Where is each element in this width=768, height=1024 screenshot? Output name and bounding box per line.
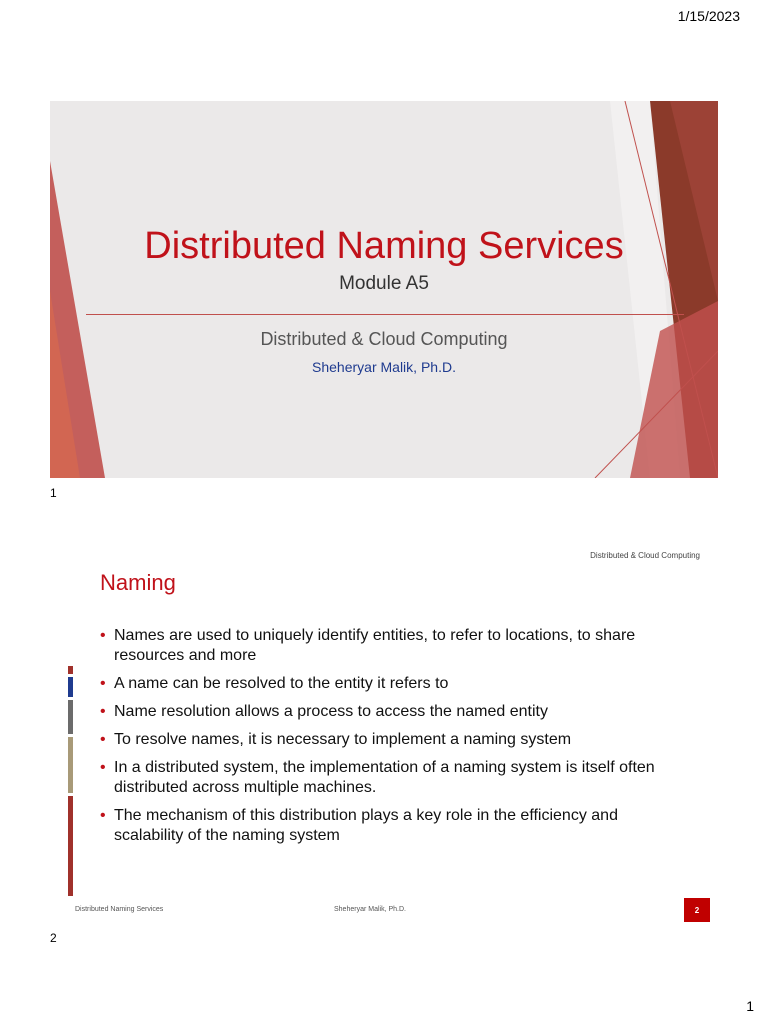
bullet-icon: • xyxy=(100,759,106,776)
accent-bar xyxy=(68,677,73,697)
bullet-icon: • xyxy=(100,627,106,644)
footer-topic: Distributed Naming Services xyxy=(75,906,164,913)
slide-header: Distributed & Cloud Computing xyxy=(590,551,700,560)
bullet-icon: • xyxy=(100,807,106,824)
list-item: • The mechanism of this distribution plays a key role in the efficiency and scalability of the naming system xyxy=(100,807,618,844)
module-label: Module A5 xyxy=(339,273,429,294)
accent-bar xyxy=(68,796,73,896)
content-slide xyxy=(50,540,718,926)
slide-label-1: 1 xyxy=(50,486,57,500)
accent-bar xyxy=(68,700,73,734)
slide-label-2: 2 xyxy=(50,931,57,945)
list-item: • In a distributed system, the implementation of a naming system is itself often distributed across multiple machines. xyxy=(100,759,655,796)
bullet-icon: • xyxy=(100,703,106,720)
list-item: • Name resolution allows a process to access the named entity xyxy=(100,703,548,720)
slide-title: Naming xyxy=(100,570,176,595)
page-number: 1 xyxy=(746,998,754,1014)
list-item: • Names are used to uniquely identify entities, to refer to locations, to share resources and more xyxy=(100,627,636,664)
footer-author: Sheheryar Malik, Ph.D. xyxy=(334,906,406,913)
author-name: Sheheryar Malik, Ph.D. xyxy=(312,359,456,375)
course-name: Distributed & Cloud Computing xyxy=(260,329,508,349)
accent-bar xyxy=(68,666,73,674)
slide-title: Distributed Naming Services xyxy=(144,225,624,267)
bullet-icon: • xyxy=(100,731,106,748)
accent-bar xyxy=(68,737,73,793)
print-date: 1/15/2023 xyxy=(677,8,740,24)
accent-bars xyxy=(68,666,73,896)
bullet-icon: • xyxy=(100,675,106,692)
bullet-list xyxy=(100,626,670,854)
title-slide xyxy=(50,101,718,478)
list-item: • A name can be resolved to the entity it refers to xyxy=(100,675,449,692)
divider xyxy=(86,314,684,315)
list-item: • To resolve names, it is necessary to implement a naming system xyxy=(100,731,572,748)
slide-number-badge: 2 xyxy=(684,898,710,922)
